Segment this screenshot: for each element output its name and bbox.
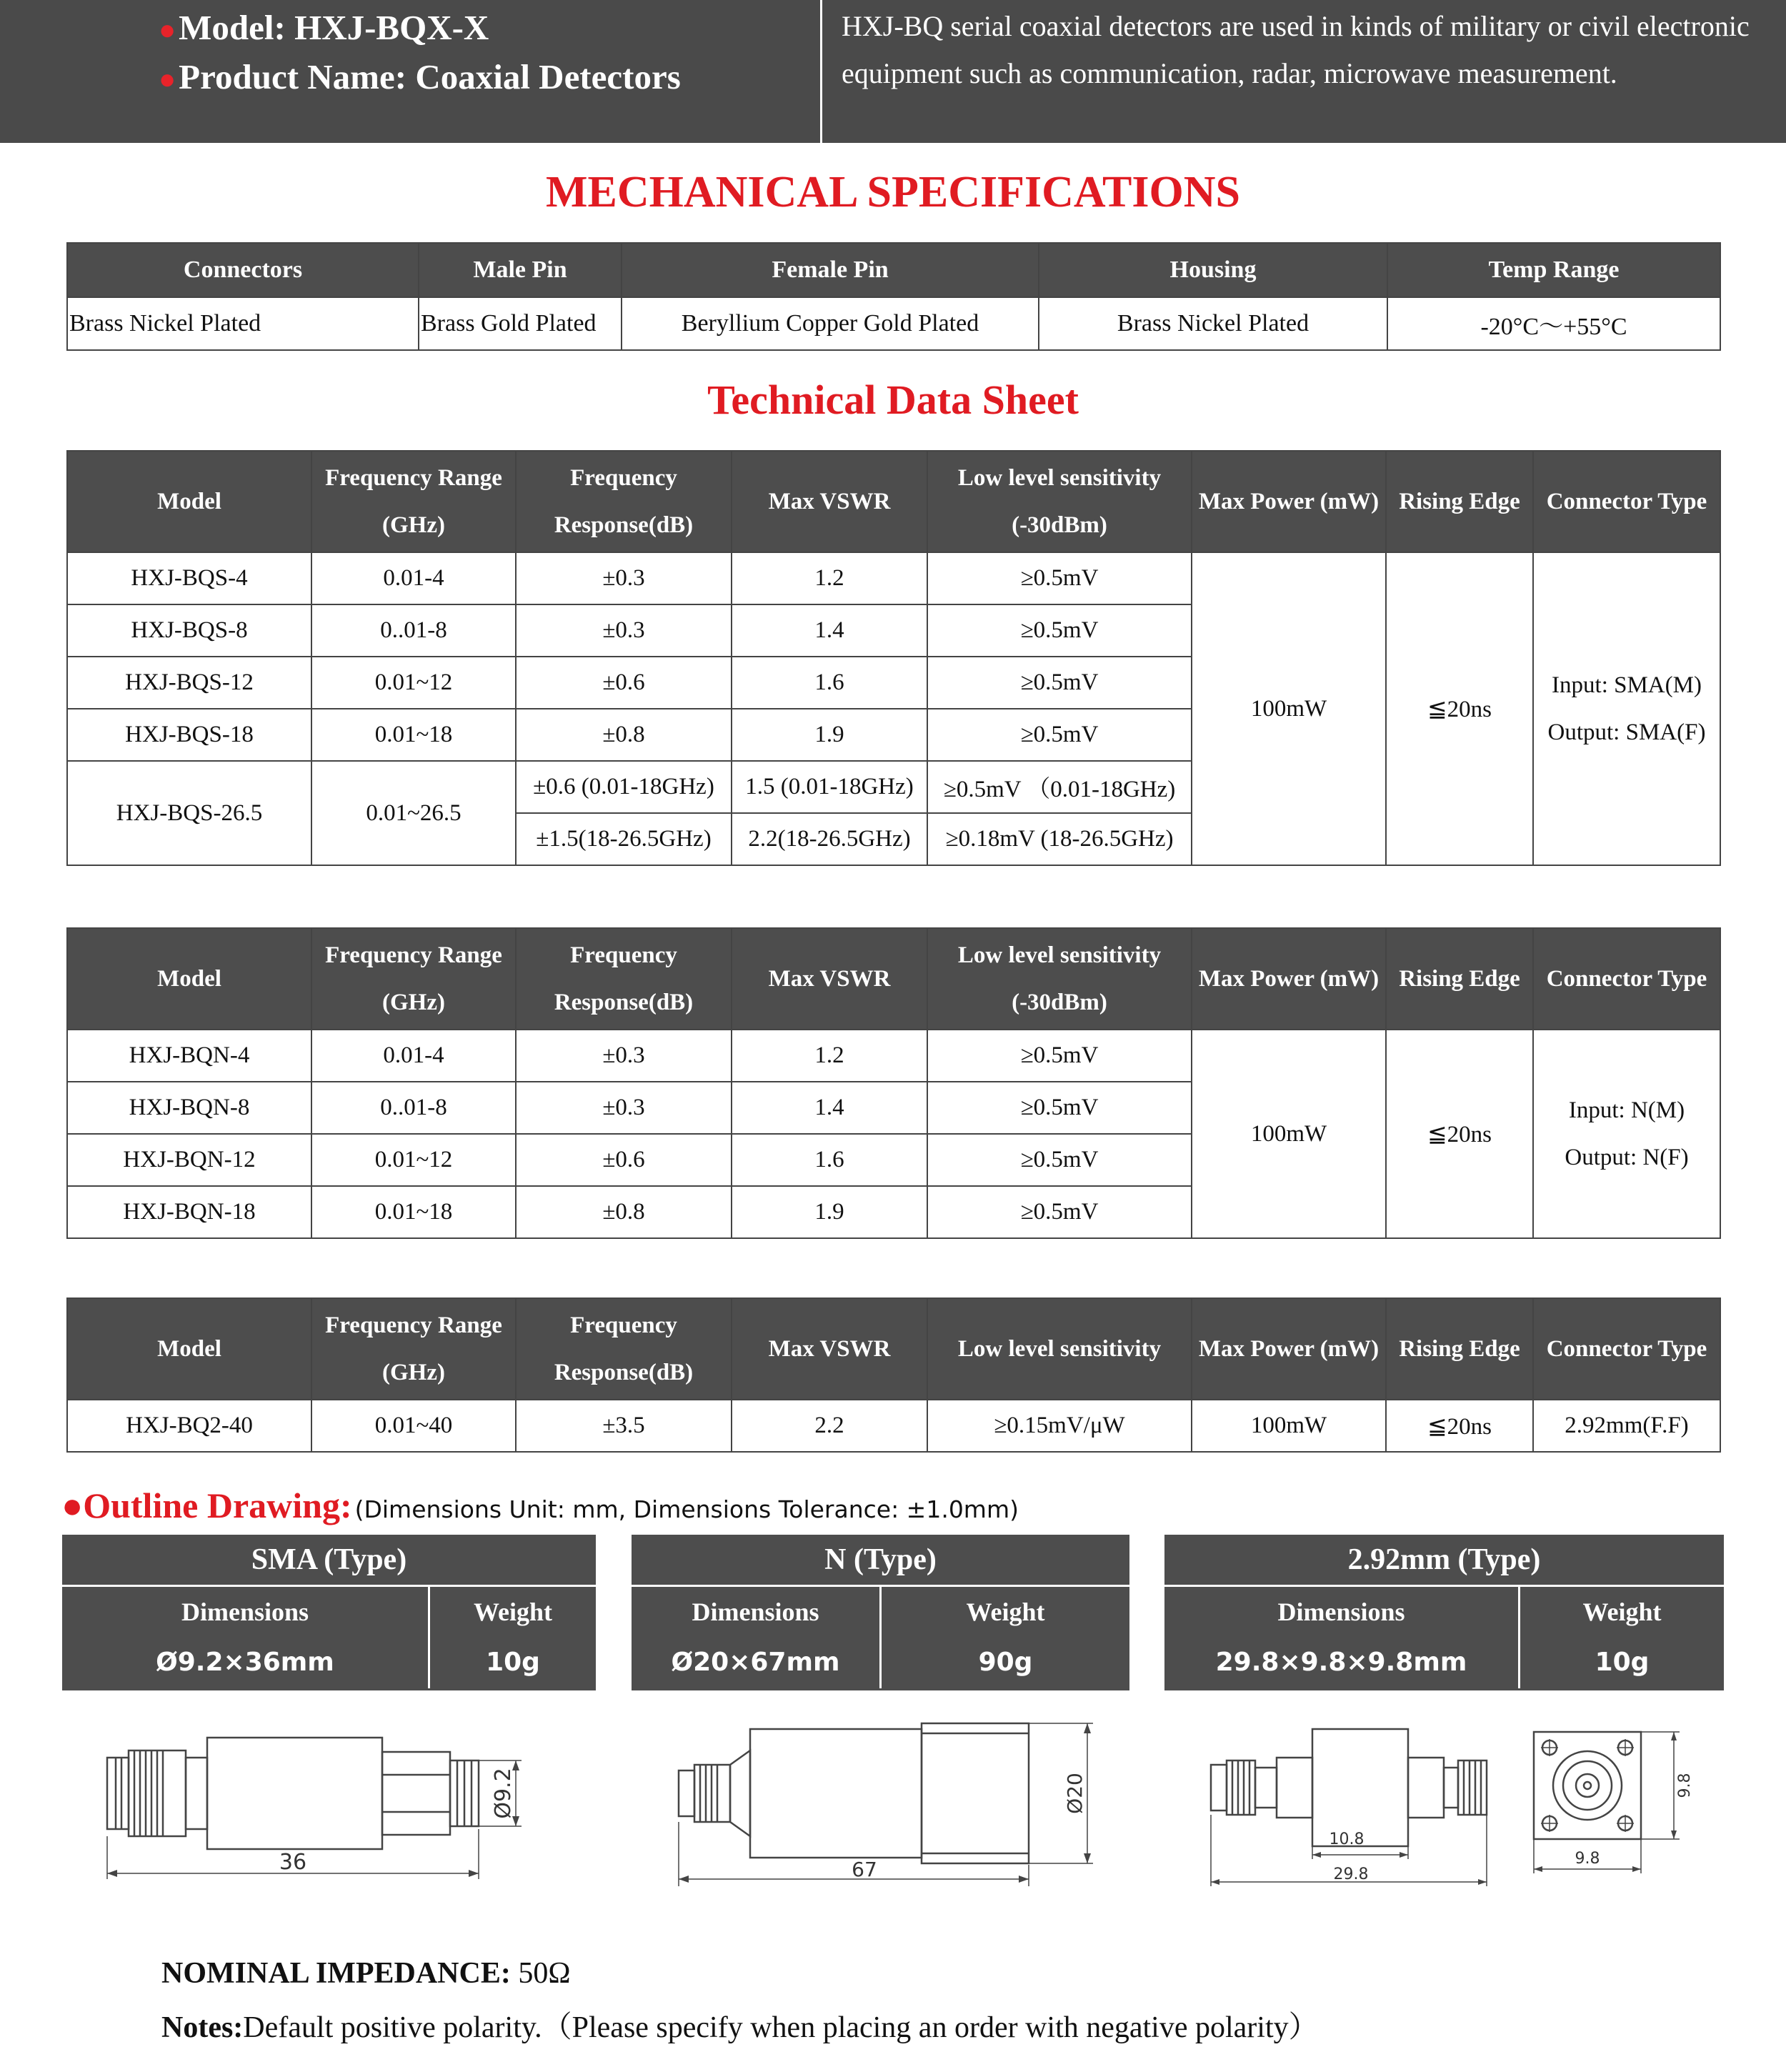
header-model-block — [159, 4, 681, 103]
response-cell: ±0.3 — [516, 604, 732, 657]
power-cell: 100mW — [1192, 1030, 1386, 1238]
mech-value-cell: Brass Nickel Plated — [67, 297, 419, 350]
header-power: Max Power (mW) — [1192, 451, 1386, 552]
model-cell: HXJ-BQ2-40 — [67, 1400, 311, 1452]
header-vswr: Max VSWR — [732, 1298, 927, 1400]
vswr-cell: 2.2 — [732, 1400, 927, 1452]
sensitivity-cell: ≥0.15mV/μW — [927, 1400, 1192, 1452]
header-model: Model — [67, 928, 311, 1030]
sensitivity-cell: ≥0.5mV — [927, 1186, 1192, 1238]
n-length-label: 67 — [852, 1858, 877, 1881]
header-connector: Connector Type — [1533, 928, 1720, 1030]
tech-title: Technical Data Sheet — [707, 377, 1079, 423]
weight-value: 10g — [1595, 1648, 1650, 1677]
header-power: Max Power (mW) — [1192, 1298, 1386, 1400]
connector-cell: Input: N(M) Output: N(F) — [1533, 1030, 1720, 1238]
bullet-icon: ● — [159, 63, 176, 95]
bullet-icon: ● — [159, 14, 176, 46]
k-body-label: 10.8 — [1329, 1831, 1365, 1848]
sensitivity-cell: ≥0.5mV — [927, 552, 1192, 604]
header-rising: Rising Edge — [1386, 451, 1533, 552]
response-cell: ±0.6 — [516, 1134, 732, 1186]
header-connector: Connector Type — [1533, 451, 1720, 552]
header-sensitivity: Low level sensitivity — [927, 1298, 1192, 1400]
power-cell: 100mW — [1192, 1400, 1386, 1452]
connector-cell: Input: SMA(M) Output: SMA(F) — [1533, 552, 1720, 865]
response-cell: ±0.3 — [516, 1082, 732, 1134]
header-connector: Connector Type — [1533, 1298, 1720, 1400]
sma-outline-drawing — [93, 1708, 593, 1893]
n-diameter-label: Ø20 — [1063, 1773, 1087, 1814]
model-cell: HXJ-BQS-12 — [67, 657, 311, 709]
dimensions-label: Dimensions — [181, 1598, 309, 1626]
mech-value-cell: Beryllium Copper Gold Plated — [622, 297, 1039, 350]
response-cell: ±0.8 — [516, 1186, 732, 1238]
k-length-label: 29.8 — [1333, 1866, 1369, 1883]
dimensions-value: Ø9.2×36mm — [156, 1648, 334, 1677]
vswr-cell: 1.6 — [732, 1134, 927, 1186]
range-cell: 0.01~12 — [311, 657, 516, 709]
header-bar — [0, 0, 1786, 143]
model-cell: HXJ-BQS-8 — [67, 604, 311, 657]
sma-spec-box — [62, 1535, 596, 1690]
header-rising: Rising Edge — [1386, 1298, 1533, 1400]
notes-label: Notes: — [161, 2011, 244, 2044]
header-power: Max Power (mW) — [1192, 928, 1386, 1030]
vswr-cell: 1.4 — [732, 1082, 927, 1134]
table-row — [67, 1400, 1720, 1452]
k-side-label: 9.8 — [1676, 1773, 1694, 1798]
connector-cell: 2.92mm(F.F) — [1533, 1400, 1720, 1452]
vswr-cell: 1.6 — [732, 657, 927, 709]
model-label: Model: — [179, 8, 286, 47]
range-cell: 0.01~12 — [311, 1134, 516, 1186]
notes-line — [161, 2003, 1319, 2046]
vswr-cell: 1.2 — [732, 1030, 927, 1082]
notes-text: Default positive polarity.（Please specify when placing an order with negative polarity） — [243, 2011, 1319, 2044]
vswr-cell: 1.9 — [732, 1186, 927, 1238]
k-spec-box — [1164, 1535, 1724, 1690]
type-title: N (Type) — [632, 1535, 1129, 1587]
impedance-value: 50Ω — [518, 1957, 571, 1990]
mech-header-cell: Temp Range — [1387, 243, 1720, 297]
header-sensitivity: Low level sensitivity (-30dBm) — [927, 451, 1192, 552]
mech-value-cell: Brass Nickel Plated — [1039, 297, 1387, 350]
model-cell: HXJ-BQN-12 — [67, 1134, 311, 1186]
sma-length-label: 36 — [279, 1850, 307, 1875]
model-cell: HXJ-BQN-18 — [67, 1186, 311, 1238]
header-freq-response: Frequency Response(dB) — [516, 928, 732, 1030]
header-freq-response: Frequency Response(dB) — [516, 1298, 732, 1400]
vswr-cell: 2.2(18-26.5GHz) — [732, 813, 927, 865]
header-description: HXJ-BQ serial coaxial detectors are used in kinds of military or civil electronic equipment such as communication, radar, microwave measurement. — [842, 10, 1750, 89]
mechanical-table — [66, 242, 1721, 351]
response-cell: ±0.3 — [516, 552, 732, 604]
weight-label: Weight — [473, 1598, 552, 1626]
mech-value-cell: -20°C～+55°C — [1387, 297, 1720, 350]
sensitivity-cell: ≥0.5mV — [927, 709, 1192, 761]
weight-label: Weight — [966, 1598, 1045, 1626]
range-cell: 0.01-4 — [311, 552, 516, 604]
vswr-cell: 1.4 — [732, 604, 927, 657]
header-freq-range: Frequency Range (GHz) — [311, 928, 516, 1030]
sensitivity-cell: ≥0.5mV — [927, 1082, 1192, 1134]
rising-cell: ≦20ns — [1386, 1030, 1533, 1238]
sensitivity-cell: ≥0.5mV （0.01-18GHz) — [927, 761, 1192, 813]
type-title: SMA (Type) — [62, 1535, 596, 1587]
sensitivity-cell: ≥0.5mV — [927, 1134, 1192, 1186]
weight-label: Weight — [1582, 1598, 1662, 1626]
bqn-table — [66, 927, 1721, 1239]
range-cell: 0..01-8 — [311, 1082, 516, 1134]
vswr-cell: 1.9 — [732, 709, 927, 761]
dimensions-label: Dimensions — [692, 1598, 819, 1626]
header-sensitivity: Low level sensitivity (-30dBm) — [927, 928, 1192, 1030]
range-cell: 0..01-8 — [311, 604, 516, 657]
header-model: Model — [67, 1298, 311, 1400]
outline-title: ●Outline Drawing: — [61, 1485, 352, 1525]
outline-note: (Dimensions Unit: mm, Dimensions Tolerance: ±1.0mm) — [354, 1495, 1019, 1523]
model-cell: HXJ-BQN-8 — [67, 1082, 311, 1134]
model-cell: HXJ-BQS-26.5 — [67, 761, 311, 865]
outline-heading — [61, 1485, 1019, 1526]
product-label: Product Name: — [179, 57, 407, 96]
k-width-label: 9.8 — [1575, 1850, 1600, 1868]
rising-cell: ≦20ns — [1386, 1400, 1533, 1452]
sensitivity-cell: ≥0.18mV (18-26.5GHz) — [927, 813, 1192, 865]
response-cell: ±1.5(18-26.5GHz) — [516, 813, 732, 865]
range-cell: 0.01-4 — [311, 1030, 516, 1082]
model-cell: HXJ-BQN-4 — [67, 1030, 311, 1082]
sma-diameter-label: Ø9.2 — [491, 1768, 516, 1819]
dimensions-value: Ø20×67mm — [671, 1648, 840, 1677]
table-row — [67, 1030, 1720, 1082]
type-title: 2.92mm (Type) — [1164, 1535, 1724, 1587]
sensitivity-cell: ≥0.5mV — [927, 1030, 1192, 1082]
power-cell: 100mW — [1192, 552, 1386, 865]
impedance-line — [161, 1956, 571, 1991]
header-model: Model — [67, 451, 311, 552]
model-cell: HXJ-BQS-4 — [67, 552, 311, 604]
range-cell: 0.01~40 — [311, 1400, 516, 1452]
mech-header-cell: Connectors — [67, 243, 419, 297]
mechanical-title: MECHANICAL SPECIFICATIONS — [545, 168, 1241, 216]
range-cell: 0.01~18 — [311, 709, 516, 761]
n-spec-box — [632, 1535, 1129, 1690]
product-value: Coaxial Detectors — [415, 57, 681, 96]
mech-header-cell: Housing — [1039, 243, 1387, 297]
header-vswr: Max VSWR — [732, 451, 927, 552]
bq2-table — [66, 1298, 1721, 1453]
header-divider — [820, 0, 822, 143]
range-cell: 0.01~18 — [311, 1186, 516, 1238]
response-cell: ±3.5 — [516, 1400, 732, 1452]
k-outline-drawing-front — [1525, 1708, 1711, 1893]
mech-value-cell: Brass Gold Plated — [419, 297, 622, 350]
header-rising: Rising Edge — [1386, 928, 1533, 1030]
mech-header-cell: Male Pin — [419, 243, 622, 297]
table-row — [67, 552, 1720, 604]
sensitivity-cell: ≥0.5mV — [927, 604, 1192, 657]
model-value: HXJ-BQX-X — [294, 8, 489, 47]
model-cell: HXJ-BQS-18 — [67, 709, 311, 761]
weight-value: 10g — [486, 1648, 540, 1677]
dimensions-value: 29.8×9.8×9.8mm — [1215, 1648, 1467, 1677]
header-freq-range: Frequency Range (GHz) — [311, 1298, 516, 1400]
rising-cell: ≦20ns — [1386, 552, 1533, 865]
vswr-cell: 1.5 (0.01-18GHz) — [732, 761, 927, 813]
bqs-table — [66, 450, 1721, 866]
response-cell: ±0.8 — [516, 709, 732, 761]
impedance-label: NOMINAL IMPEDANCE: — [161, 1957, 511, 1990]
weight-value: 90g — [978, 1648, 1033, 1677]
header-freq-range: Frequency Range (GHz) — [311, 451, 516, 552]
mech-header-cell: Female Pin — [622, 243, 1039, 297]
vswr-cell: 1.2 — [732, 552, 927, 604]
n-outline-drawing — [672, 1708, 1114, 1893]
header-vswr: Max VSWR — [732, 928, 927, 1030]
response-cell: ±0.6 — [516, 657, 732, 709]
k-outline-drawing-side — [1204, 1708, 1518, 1893]
response-cell: ±0.3 — [516, 1030, 732, 1082]
response-cell: ±0.6 (0.01-18GHz) — [516, 761, 732, 813]
sensitivity-cell: ≥0.5mV — [927, 657, 1192, 709]
range-cell: 0.01~26.5 — [311, 761, 516, 865]
header-freq-response: Frequency Response(dB) — [516, 451, 732, 552]
dimensions-label: Dimensions — [1277, 1598, 1405, 1626]
